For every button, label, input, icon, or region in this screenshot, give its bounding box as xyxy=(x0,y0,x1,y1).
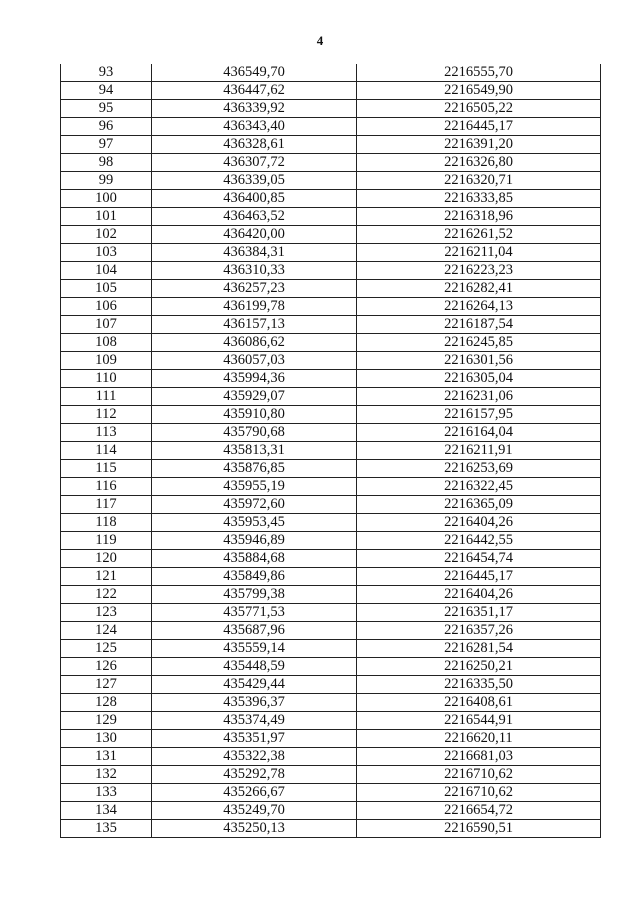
point-number-cell: 118 xyxy=(61,514,152,532)
y-coordinate-cell: 2216442,55 xyxy=(357,532,601,550)
table-row xyxy=(61,568,601,586)
table-row xyxy=(61,514,601,532)
point-number-cell: 101 xyxy=(61,208,152,226)
table-row xyxy=(61,298,601,316)
point-number-cell: 116 xyxy=(61,478,152,496)
point-number-cell: 93 xyxy=(61,64,152,82)
point-number-cell: 132 xyxy=(61,766,152,784)
point-number-cell: 126 xyxy=(61,658,152,676)
x-coordinate-cell: 435448,59 xyxy=(152,658,357,676)
point-number-cell: 133 xyxy=(61,784,152,802)
y-coordinate-cell: 2216365,09 xyxy=(357,496,601,514)
y-coordinate-cell: 2216305,04 xyxy=(357,370,601,388)
table-row xyxy=(61,208,601,226)
x-coordinate-cell: 435994,36 xyxy=(152,370,357,388)
y-coordinate-cell: 2216404,26 xyxy=(357,514,601,532)
table-row xyxy=(61,748,601,766)
point-number-cell: 112 xyxy=(61,406,152,424)
x-coordinate-cell: 436384,31 xyxy=(152,244,357,262)
table-row xyxy=(61,190,601,208)
table-row xyxy=(61,82,601,100)
x-coordinate-cell: 435351,97 xyxy=(152,730,357,748)
point-number-cell: 122 xyxy=(61,586,152,604)
point-number-cell: 106 xyxy=(61,298,152,316)
x-coordinate-cell: 436339,92 xyxy=(152,100,357,118)
table-row xyxy=(61,478,601,496)
y-coordinate-cell: 2216404,26 xyxy=(357,586,601,604)
x-coordinate-cell: 435955,19 xyxy=(152,478,357,496)
x-coordinate-cell: 436157,13 xyxy=(152,316,357,334)
y-coordinate-cell: 2216710,62 xyxy=(357,784,601,802)
point-number-cell: 102 xyxy=(61,226,152,244)
y-coordinate-cell: 2216445,17 xyxy=(357,118,601,136)
point-number-cell: 124 xyxy=(61,622,152,640)
table-row xyxy=(61,694,601,712)
point-number-cell: 135 xyxy=(61,820,152,838)
x-coordinate-cell: 436549,70 xyxy=(152,64,357,82)
table-row xyxy=(61,784,601,802)
point-number-cell: 108 xyxy=(61,334,152,352)
table-row xyxy=(61,226,601,244)
x-coordinate-cell: 435429,44 xyxy=(152,676,357,694)
x-coordinate-cell: 436463,52 xyxy=(152,208,357,226)
y-coordinate-cell: 2216549,90 xyxy=(357,82,601,100)
x-coordinate-cell: 435292,78 xyxy=(152,766,357,784)
x-coordinate-cell: 435249,70 xyxy=(152,802,357,820)
y-coordinate-cell: 2216164,04 xyxy=(357,424,601,442)
page-number: 4 xyxy=(316,33,324,48)
x-coordinate-cell: 435799,38 xyxy=(152,586,357,604)
table-row xyxy=(61,244,601,262)
y-coordinate-cell: 2216301,56 xyxy=(357,352,601,370)
x-coordinate-cell: 436310,33 xyxy=(152,262,357,280)
point-number-cell: 115 xyxy=(61,460,152,478)
x-coordinate-cell: 435849,86 xyxy=(152,568,357,586)
x-coordinate-cell: 435813,31 xyxy=(152,442,357,460)
x-coordinate-cell: 436057,03 xyxy=(152,352,357,370)
y-coordinate-cell: 2216408,61 xyxy=(357,694,601,712)
y-coordinate-cell: 2216245,85 xyxy=(357,334,601,352)
x-coordinate-cell: 436086,62 xyxy=(152,334,357,352)
table-row xyxy=(61,676,601,694)
y-coordinate-cell: 2216454,74 xyxy=(357,550,601,568)
table-row xyxy=(61,316,601,334)
table-row xyxy=(61,460,601,478)
point-number-cell: 97 xyxy=(61,136,152,154)
x-coordinate-cell: 435559,14 xyxy=(152,640,357,658)
x-coordinate-cell: 436447,62 xyxy=(152,82,357,100)
point-number-cell: 121 xyxy=(61,568,152,586)
x-coordinate-cell: 436328,61 xyxy=(152,136,357,154)
y-coordinate-cell: 2216281,54 xyxy=(357,640,601,658)
y-coordinate-cell: 2216555,70 xyxy=(357,64,601,82)
x-coordinate-cell: 435322,38 xyxy=(152,748,357,766)
y-coordinate-cell: 2216253,69 xyxy=(357,460,601,478)
y-coordinate-cell: 2216320,71 xyxy=(357,172,601,190)
x-coordinate-cell: 435396,37 xyxy=(152,694,357,712)
x-coordinate-cell: 436199,78 xyxy=(152,298,357,316)
point-number-cell: 104 xyxy=(61,262,152,280)
table-row xyxy=(61,712,601,730)
table-row xyxy=(61,604,601,622)
x-coordinate-cell: 435266,67 xyxy=(152,784,357,802)
x-coordinate-cell: 436420,00 xyxy=(152,226,357,244)
x-coordinate-cell: 435876,85 xyxy=(152,460,357,478)
table-row xyxy=(61,820,601,838)
y-coordinate-cell: 2216505,22 xyxy=(357,100,601,118)
point-number-cell: 114 xyxy=(61,442,152,460)
point-number-cell: 94 xyxy=(61,82,152,100)
point-number-cell: 127 xyxy=(61,676,152,694)
coordinates-table xyxy=(60,64,601,838)
table-row xyxy=(61,136,601,154)
table-row xyxy=(61,388,601,406)
point-number-cell: 117 xyxy=(61,496,152,514)
x-coordinate-cell: 435910,80 xyxy=(152,406,357,424)
point-number-cell: 110 xyxy=(61,370,152,388)
point-number-cell: 113 xyxy=(61,424,152,442)
y-coordinate-cell: 2216250,21 xyxy=(357,658,601,676)
point-number-cell: 120 xyxy=(61,550,152,568)
point-number-cell: 131 xyxy=(61,748,152,766)
y-coordinate-cell: 2216544,91 xyxy=(357,712,601,730)
table-row xyxy=(61,586,601,604)
table-row xyxy=(61,442,601,460)
table-row xyxy=(61,406,601,424)
table-row xyxy=(61,64,601,82)
table-row xyxy=(61,280,601,298)
y-coordinate-cell: 2216335,50 xyxy=(357,676,601,694)
point-number-cell: 95 xyxy=(61,100,152,118)
table-row xyxy=(61,730,601,748)
y-coordinate-cell: 2216590,51 xyxy=(357,820,601,838)
point-number-cell: 111 xyxy=(61,388,152,406)
table-row xyxy=(61,154,601,172)
point-number-cell: 96 xyxy=(61,118,152,136)
x-coordinate-cell: 436307,72 xyxy=(152,154,357,172)
table-row xyxy=(61,352,601,370)
y-coordinate-cell: 2216211,04 xyxy=(357,244,601,262)
table-row xyxy=(61,766,601,784)
point-number-cell: 99 xyxy=(61,172,152,190)
x-coordinate-cell: 435374,49 xyxy=(152,712,357,730)
point-number-cell: 125 xyxy=(61,640,152,658)
x-coordinate-cell: 435250,13 xyxy=(152,820,357,838)
y-coordinate-cell: 2216157,95 xyxy=(357,406,601,424)
x-coordinate-cell: 435972,60 xyxy=(152,496,357,514)
y-coordinate-cell: 2216326,80 xyxy=(357,154,601,172)
x-coordinate-cell: 435884,68 xyxy=(152,550,357,568)
table-row xyxy=(61,640,601,658)
table-row xyxy=(61,532,601,550)
x-coordinate-cell: 435953,45 xyxy=(152,514,357,532)
y-coordinate-cell: 2216231,06 xyxy=(357,388,601,406)
point-number-cell: 130 xyxy=(61,730,152,748)
table-row xyxy=(61,550,601,568)
point-number-cell: 107 xyxy=(61,316,152,334)
y-coordinate-cell: 2216282,41 xyxy=(357,280,601,298)
y-coordinate-cell: 2216223,23 xyxy=(357,262,601,280)
y-coordinate-cell: 2216211,91 xyxy=(357,442,601,460)
table-row xyxy=(61,802,601,820)
table-row xyxy=(61,622,601,640)
table-row xyxy=(61,496,601,514)
y-coordinate-cell: 2216620,11 xyxy=(357,730,601,748)
y-coordinate-cell: 2216261,52 xyxy=(357,226,601,244)
table-row xyxy=(61,334,601,352)
y-coordinate-cell: 2216264,13 xyxy=(357,298,601,316)
point-number-cell: 100 xyxy=(61,190,152,208)
point-number-cell: 134 xyxy=(61,802,152,820)
table-row xyxy=(61,658,601,676)
y-coordinate-cell: 2216318,96 xyxy=(357,208,601,226)
coordinates-table-body xyxy=(61,64,601,838)
table-row xyxy=(61,424,601,442)
x-coordinate-cell: 436343,40 xyxy=(152,118,357,136)
x-coordinate-cell: 435771,53 xyxy=(152,604,357,622)
point-number-cell: 98 xyxy=(61,154,152,172)
point-number-cell: 105 xyxy=(61,280,152,298)
x-coordinate-cell: 435946,89 xyxy=(152,532,357,550)
point-number-cell: 119 xyxy=(61,532,152,550)
point-number-cell: 123 xyxy=(61,604,152,622)
x-coordinate-cell: 435929,07 xyxy=(152,388,357,406)
y-coordinate-cell: 2216445,17 xyxy=(357,568,601,586)
y-coordinate-cell: 2216681,03 xyxy=(357,748,601,766)
table-row xyxy=(61,370,601,388)
y-coordinate-cell: 2216333,85 xyxy=(357,190,601,208)
y-coordinate-cell: 2216322,45 xyxy=(357,478,601,496)
y-coordinate-cell: 2216710,62 xyxy=(357,766,601,784)
point-number-cell: 128 xyxy=(61,694,152,712)
y-coordinate-cell: 2216654,72 xyxy=(357,802,601,820)
x-coordinate-cell: 436400,85 xyxy=(152,190,357,208)
table-row xyxy=(61,172,601,190)
x-coordinate-cell: 435790,68 xyxy=(152,424,357,442)
point-number-cell: 103 xyxy=(61,244,152,262)
x-coordinate-cell: 436339,05 xyxy=(152,172,357,190)
point-number-cell: 129 xyxy=(61,712,152,730)
table-row xyxy=(61,100,601,118)
y-coordinate-cell: 2216351,17 xyxy=(357,604,601,622)
y-coordinate-cell: 2216357,26 xyxy=(357,622,601,640)
table-row xyxy=(61,262,601,280)
x-coordinate-cell: 435687,96 xyxy=(152,622,357,640)
point-number-cell: 109 xyxy=(61,352,152,370)
x-coordinate-cell: 436257,23 xyxy=(152,280,357,298)
y-coordinate-cell: 2216391,20 xyxy=(357,136,601,154)
table-row xyxy=(61,118,601,136)
y-coordinate-cell: 2216187,54 xyxy=(357,316,601,334)
